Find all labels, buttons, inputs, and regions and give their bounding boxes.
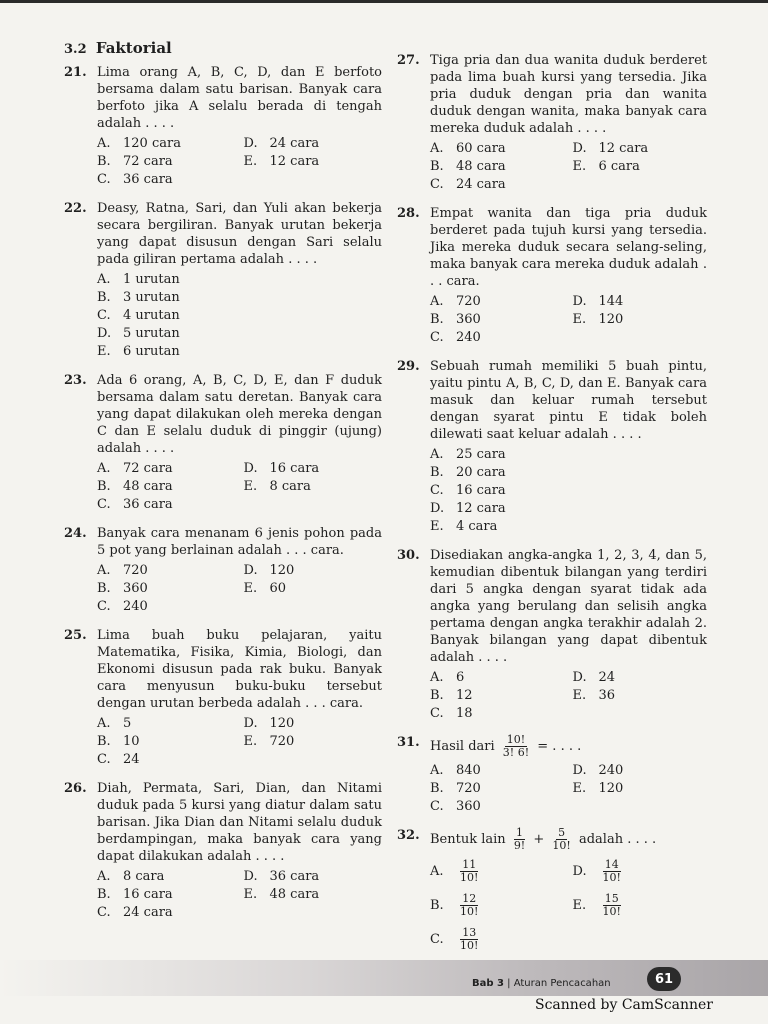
option-a: A. 5 [97, 715, 132, 731]
question-text: Empat wanita dan tiga pria duduk berderet pada tujuh kursi yang tersedia. Jika mereka duduk secara selang-seling, maka banyak cara mereka duduk adalah . . . cara. [430, 206, 707, 289]
option-a: A. 120 cara [97, 135, 181, 151]
option-d: D. 120 [243, 562, 295, 578]
question-32 [397, 827, 707, 956]
option-d: D. 144 [572, 293, 624, 309]
option-c: C. 18 [430, 705, 473, 721]
scanner-watermark: Scanned by CamScanner [535, 997, 713, 1013]
question-21 [64, 64, 382, 188]
fraction: $\frac{1}{9!}$ [513, 826, 526, 852]
option-d: D. 120 [243, 715, 295, 731]
option-e: E. 48 cara [243, 886, 320, 902]
option-a: A. 60 cara [430, 140, 506, 156]
fraction: $\frac{10!}{3! 6!}$ [502, 733, 530, 759]
option-b: B. $\frac{12}{10!}$ [430, 891, 479, 918]
question-25 [64, 627, 382, 768]
options [97, 561, 382, 615]
option-c: C. 24 [97, 751, 140, 767]
option-e: E. 8 cara [243, 478, 311, 494]
question-text: Deasy, Ratna, Sari, dan Yuli akan bekerja secara bergiliran. Banyak urutan bekerja yang dapat disusun dengan Sari selalu pada giliran pertama adalah . . . . [97, 201, 382, 267]
option-c: C. 24 cara [430, 176, 506, 192]
chapter-footer [472, 978, 611, 989]
options [430, 668, 707, 722]
section-number: 3.2 [64, 42, 87, 57]
option-e: E. 6 cara [572, 158, 640, 174]
option-b: B. 360 [97, 580, 148, 596]
option-c: C. 240 [430, 329, 481, 345]
options [430, 292, 707, 346]
right-column [397, 52, 707, 968]
option-c: C. 240 [97, 598, 148, 614]
option-d: D. $\frac{14}{10!}$ [572, 857, 621, 884]
options [97, 714, 382, 768]
option-b: B. 12 [430, 687, 473, 703]
question-text: Tiga pria dan dua wanita duduk berderet pada lima buah kursi yang tersedia. Jika pria duduk dengan pria dan wanita duduk dengan wanita, maka banyak cara mereka duduk adalah . . . . [430, 53, 707, 136]
question-number: 28. [397, 206, 420, 221]
question-number: 27. [397, 53, 420, 68]
question-number: 30. [397, 548, 420, 563]
option-b: B. 48 cara [430, 158, 506, 174]
option-a: A. 720 [430, 293, 481, 309]
question-31 [397, 734, 707, 815]
options [97, 134, 382, 188]
option-d: D. 12 cara [572, 140, 649, 156]
question-number: 25. [64, 628, 87, 643]
option-e: E. 4 cara [430, 518, 498, 534]
option-e: E. 60 [243, 580, 287, 596]
option-a: A. $\frac{11}{10!}$ [430, 857, 479, 884]
option-b: B. 3 urutan [97, 289, 180, 305]
option-d: D. 36 cara [243, 868, 320, 884]
question-text: Lima orang A, B, C, D, dan E berfoto bersama dalam satu barisan. Banyak cara berfoto jika A selalu berada di tengah adalah . . . . [97, 65, 382, 131]
fraction: $\frac{5}{10!}$ [552, 826, 571, 852]
option-a: A. 8 cara [97, 868, 165, 884]
option-b: B. 72 cara [97, 153, 173, 169]
option-d: D. 5 urutan [97, 325, 180, 341]
question-text: Bentuk lain $\frac{1}{9!}$ + $\frac{5}{10!}$ adalah . . . . [430, 826, 657, 852]
option-e: E. 6 urutan [97, 343, 180, 359]
option-b: B. 20 cara [430, 464, 506, 480]
option-b: B. 16 cara [97, 886, 173, 902]
option-b: B. 48 cara [97, 478, 173, 494]
section-heading [64, 40, 382, 58]
page-number: 61 [647, 967, 681, 991]
question-number: 24. [64, 526, 87, 541]
option-b: B. 10 [97, 733, 140, 749]
option-a: A. 720 [97, 562, 148, 578]
question-number: 29. [397, 359, 420, 374]
question-text: Disediakan angka-angka 1, 2, 3, 4, dan 5, kemudian dibentuk bilangan yang terdiri dari 5 angka dengan syarat tidak ada angka yang berulang dan selisih angka pertama dengan angka terakhir adalah 2. Banyak bilangan yang dapat dibentuk adalah . . . . [430, 548, 707, 665]
option-d: D. 12 cara [430, 500, 506, 516]
question-number: 26. [64, 781, 87, 796]
chapter-title: Aturan Pencacahan [513, 978, 611, 989]
option-c: C. 4 urutan [97, 307, 180, 323]
options [430, 445, 707, 535]
option-d: D. 24 [572, 669, 616, 685]
question-text: Lima buah buku pelajaran, yaitu Matematika, Fisika, Kimia, Biologi, dan Ekonomi disusun pada rak buku. Banyak cara menyusun buku-buku tersebut dengan urutan berbeda adalah . . . cara. [97, 628, 382, 711]
section-title: Faktorial [95, 39, 172, 57]
question-23 [64, 372, 382, 513]
option-a: A. 840 [430, 762, 481, 778]
question-number: 32. [397, 828, 420, 843]
option-d: D. 16 cara [243, 460, 320, 476]
question-29 [397, 358, 707, 535]
options [97, 867, 382, 921]
question-number: 21. [64, 65, 87, 80]
question-30 [397, 547, 707, 722]
question-text: Sebuah rumah memiliki 5 buah pintu, yaitu pintu A, B, C, D, dan E. Banyak cara masuk dan keluar rumah tersebut dengan syarat pintu E tidak boleh dilewati saat keluar adalah . . . . [430, 359, 707, 442]
left-column [64, 38, 382, 933]
option-b: B. 360 [430, 311, 481, 327]
option-c: C. 36 cara [97, 496, 173, 512]
option-e: E. 12 cara [243, 153, 320, 169]
footer-separator: | [507, 978, 511, 989]
question-26 [64, 780, 382, 921]
question-text: Hasil dari $\frac{10!}{3! 6!}$ = . . . . [430, 733, 582, 759]
question-27 [397, 52, 707, 193]
option-e: E. 120 [572, 311, 624, 327]
options [430, 139, 707, 193]
question-number: 31. [397, 735, 420, 750]
option-d: D. 240 [572, 762, 624, 778]
option-c: C. 16 cara [430, 482, 506, 498]
options [430, 854, 707, 956]
question-24 [64, 525, 382, 615]
option-a: A. 25 cara [430, 446, 506, 462]
option-c: C. $\frac{13}{10!}$ [430, 925, 479, 952]
question-number: 22. [64, 201, 87, 216]
options [97, 459, 382, 513]
question-text: Ada 6 orang, A, B, C, D, E, dan F duduk bersama dalam satu deretan. Banyak cara yang dapat dilakukan oleh mereka dengan C dan E selalu duduk di pinggir (ujung) adalah . . . . [97, 373, 382, 456]
option-a: A. 6 [430, 669, 465, 685]
option-a: A. 72 cara [97, 460, 173, 476]
option-a: A. 1 urutan [97, 271, 180, 287]
option-e: E. 36 [572, 687, 616, 703]
option-b: B. 720 [430, 780, 481, 796]
question-number: 23. [64, 373, 87, 388]
question-text: Banyak cara menanam 6 jenis pohon pada 5 pot yang berlainan adalah . . . cara. [97, 526, 382, 558]
option-c: C. 36 cara [97, 171, 173, 187]
options [97, 270, 382, 360]
options [430, 761, 707, 815]
question-22 [64, 200, 382, 360]
question-28 [397, 205, 707, 346]
option-e: E. 720 [243, 733, 295, 749]
top-edge-line [0, 0, 768, 3]
option-e: E. $\frac{15}{10!}$ [572, 891, 621, 918]
option-e: E. 120 [572, 780, 624, 796]
option-d: D. 24 cara [243, 135, 320, 151]
question-text: Diah, Permata, Sari, Dian, dan Nitami duduk pada 5 kursi yang diatur dalam satu barisan. Jika Dian dan Nitami selalu duduk berdampingan, maka banyak cara yang dapat dilakukan adalah . . . . [97, 781, 382, 864]
option-c: C. 360 [430, 798, 481, 814]
chapter-number: Bab 3 [472, 978, 504, 989]
option-c: C. 24 cara [97, 904, 173, 920]
